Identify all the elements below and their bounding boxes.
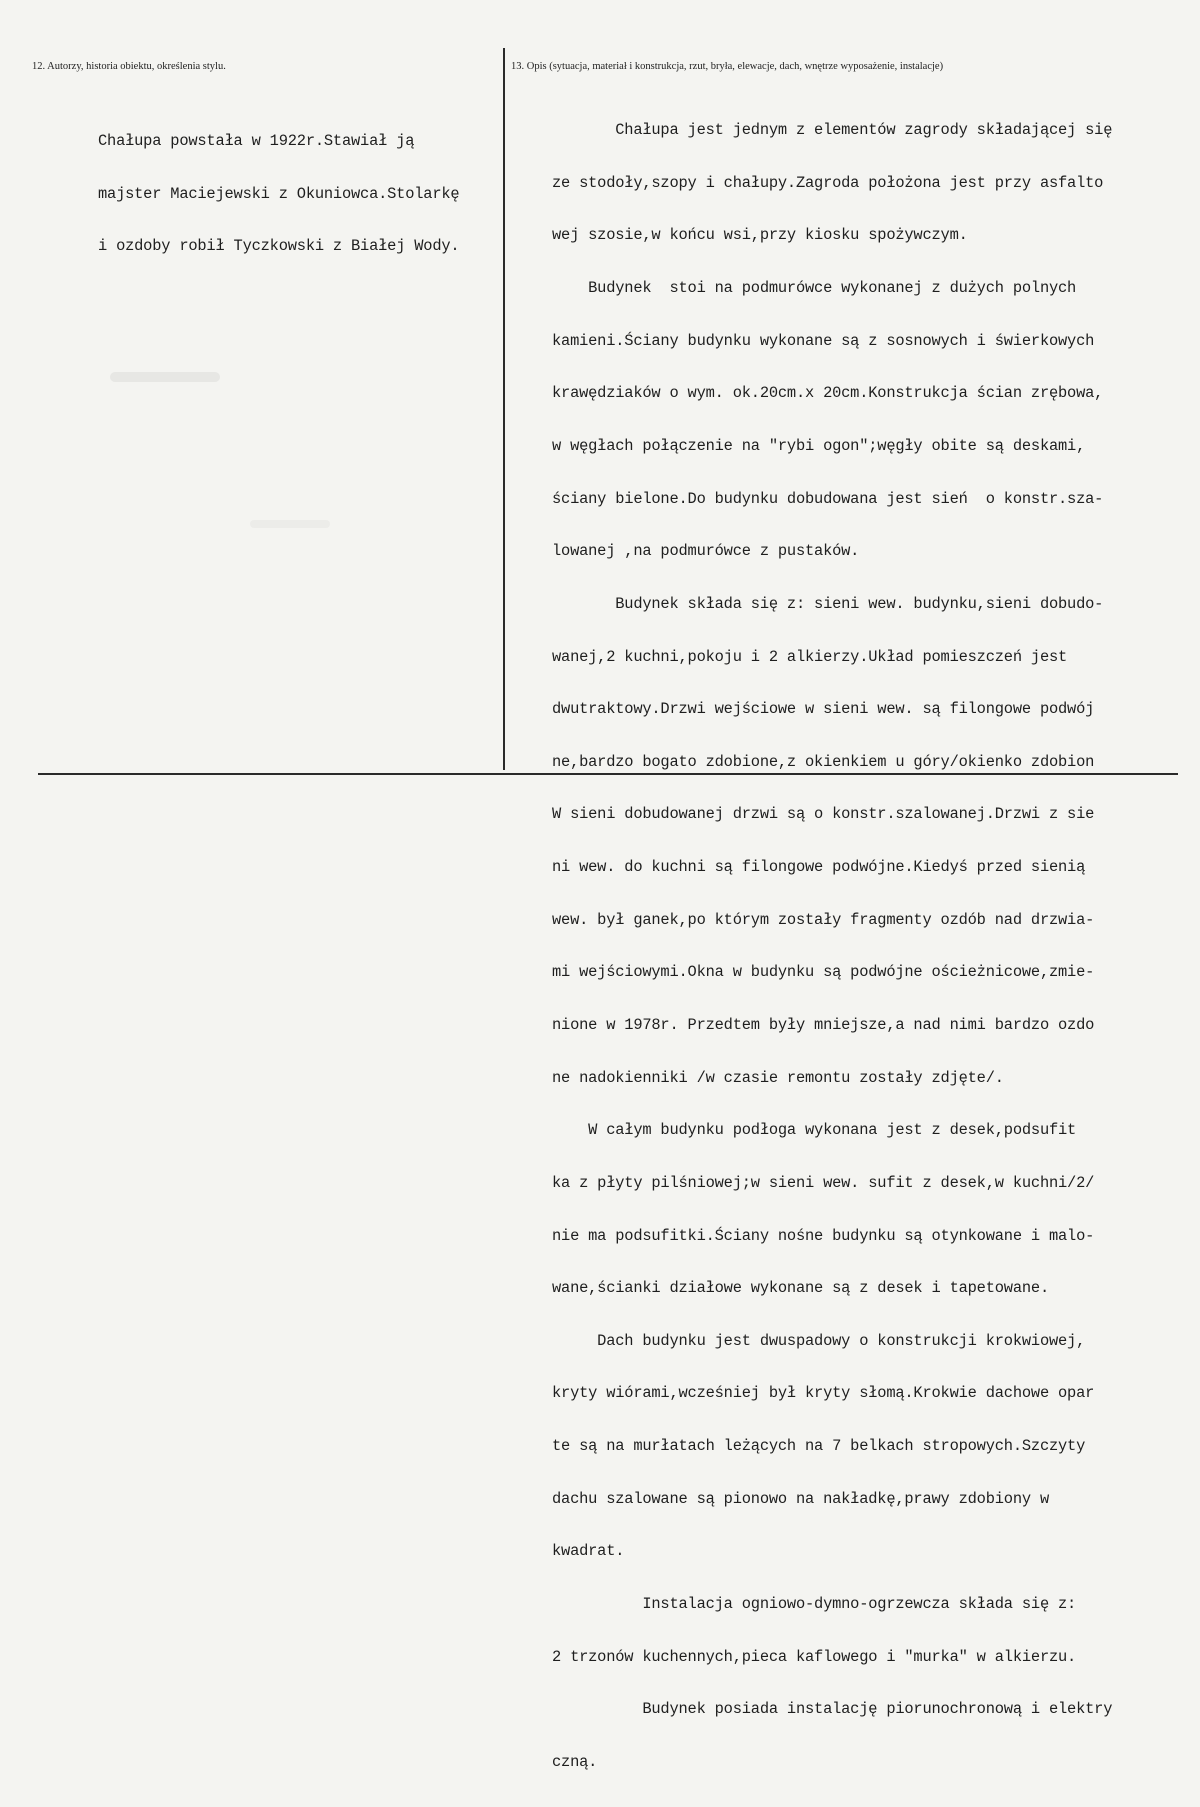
text-line: wane,ścianki działowe wykonane są z desek i tapetowane. — [552, 1279, 1049, 1298]
text-line: wew. był ganek,po którym zostały fragmenty ozdób nad drzwia- — [552, 910, 1095, 929]
section-12-text — [98, 98, 459, 291]
section-12-header: 12. Autorzy, historia obiektu, określenia stylu. — [32, 61, 226, 72]
text-line: dachu szalowane są pionowo na nakładkę,prawy zdobiony w — [552, 1489, 1049, 1508]
text-line: ka z płyty pilśniowej;w sieni wew. sufit z desek,w kuchni/2/ — [552, 1173, 1095, 1192]
text-line: Dach budynku jest dwuspadowy o konstrukcji krokwiowej, — [552, 1331, 1086, 1350]
scan-smudge — [250, 520, 330, 528]
text-line: lowanej ,na podmurówce z pustaków. — [552, 542, 860, 561]
text-line: W sieni dobudowanej drzwi są o konstr.szalowanej.Drzwi z sie — [552, 805, 1095, 824]
text-line: ze stodoły,szopy i chałupy.Zagroda położona jest przy asfalto — [552, 173, 1104, 192]
text-line: te są na murłatach leżących na 7 belkach stropowych.Szczyty — [552, 1437, 1086, 1456]
text-line: wanej,2 kuchni,pokoju i 2 alkierzy.Układ pomieszczeń jest — [552, 647, 1068, 666]
text-line: wej szosie,w końcu wsi,przy kiosku spożywczym. — [552, 226, 968, 245]
text-line: ne nadokienniki /w czasie remontu zostały zdjęte/. — [552, 1068, 1004, 1087]
text-line: W całym budynku podłoga wykonana jest z desek,podsufit — [552, 1121, 1077, 1140]
text-line: kryty wiórami,wcześniej był kryty słomą.Krokwie dachowe opar — [552, 1384, 1095, 1403]
text-line: Chałupa powstała w 1922r.Stawiał ją — [98, 132, 415, 151]
text-line: i ozdoby robił Tyczkowski z Białej Wody. — [98, 237, 460, 256]
text-line: 2 trzonów kuchennych,pieca kaflowego i "murka" w alkierzu. — [552, 1647, 1077, 1666]
text-line: ne,bardzo bogato zdobione,z okienkiem u góry/okienko zdobion — [552, 752, 1095, 771]
column-divider — [503, 48, 505, 770]
text-line: kamieni.Ściany budynku wykonane są z sosnowych i świerkowych — [552, 331, 1095, 350]
text-line: ni wew. do kuchni są filongowe podwójne.Kiedyś przed sienią — [552, 858, 1086, 877]
text-line: Budynek składa się z: sieni wew. budynku,sieni dobudo- — [552, 594, 1104, 613]
section-13-text — [552, 87, 1112, 1807]
text-line: krawędziaków o wym. ok.20cm.x 20cm.Konstrukcja ścian zrębowa, — [552, 384, 1104, 403]
text-line: Chałupa jest jednym z elementów zagrody składającej się — [552, 121, 1113, 140]
text-line: nione w 1978r. Przedtem były mniejsze,a nad nimi bardzo ozdo — [552, 1015, 1095, 1034]
text-line: mi wejściowymi.Okna w budynku są podwójne ościeżnicowe,zmie- — [552, 963, 1095, 982]
text-line: czną. — [552, 1752, 598, 1771]
text-line: nie ma podsufitki.Ściany nośne budynku są otynkowane i malo- — [552, 1226, 1095, 1245]
text-line: dwutraktowy.Drzwi wejściowe w sieni wew. są filongowe podwój — [552, 700, 1095, 719]
text-line: w węgłach połączenie na "rybi ogon";węgły obite są deskami, — [552, 436, 1086, 455]
text-line: Instalacja ogniowo-dymno-ogrzewcza składa się z: — [552, 1595, 1077, 1614]
text-line: ściany bielone.Do budynku dobudowana jest sień o konstr.sza- — [552, 489, 1104, 508]
text-line: kwadrat. — [552, 1542, 625, 1561]
text-line: Budynek posiada instalację piorunochronową i elektry — [552, 1700, 1113, 1719]
scan-smudge — [110, 372, 220, 382]
text-line: Budynek stoi na podmurówce wykonanej z dużych polnych — [552, 279, 1077, 298]
section-13-header: 13. Opis (sytuacja, materiał i konstrukcja, rzut, bryła, elewacje, dach, wnętrze wyposażenie, instalacje) — [511, 61, 944, 72]
text-line: majster Maciejewski z Okuniowca.Stolarkę — [98, 184, 460, 203]
